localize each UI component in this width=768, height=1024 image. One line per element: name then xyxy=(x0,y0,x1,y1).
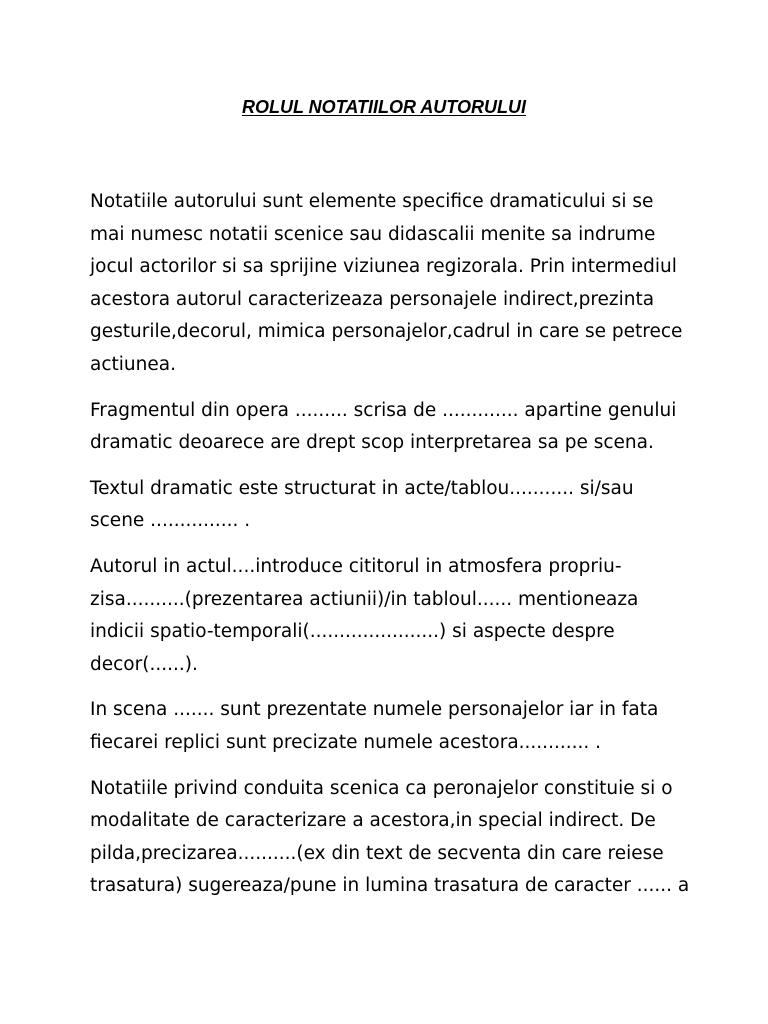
text-line: pilda,precizarea..........(ex din text de secventa din care reiese xyxy=(90,842,664,864)
text-line: Autorul in actul....introduce cititorul in atmosfera propriu- xyxy=(90,555,622,577)
paragraph-intro xyxy=(90,186,690,382)
text-line: scene ............... . xyxy=(90,510,251,532)
paragraph-author-act xyxy=(90,551,690,681)
paragraph-fragment xyxy=(90,395,690,460)
text-line: dramatic deoarece are drept scop interpretarea sa pe scena. xyxy=(90,432,654,454)
paragraph-conduct xyxy=(90,773,690,903)
text-line: trasatura) sugereaza/pune in lumina trasatura de caracter ...... a xyxy=(90,875,690,897)
paragraph-scene xyxy=(90,694,690,759)
text-line: Notatiile privind conduita scenica ca peronajelor constituie si o xyxy=(90,777,673,799)
text-line: zisa..........(prezentarea actiunii)/in tabloul...... mentioneaza xyxy=(90,588,639,610)
text-line: jocul actorilor si sa sprijine viziunea regizorala. Prin intermediul xyxy=(90,256,677,278)
text-line: actiunea. xyxy=(90,353,176,375)
text-line: Fragmentul din opera ......... scrisa de ............. apartine genului xyxy=(90,399,677,421)
document-title: ROLUL NOTATIILOR AUTORULUI xyxy=(242,97,526,117)
text-line: modalitate de caracterizare a acestora,in special indirect. De xyxy=(90,810,656,832)
text-line: Notatiile autorului sunt elemente specifice dramaticului si se xyxy=(90,191,654,212)
text-line: acestora autorul caracterizeaza personajele indirect,prezinta xyxy=(90,288,655,310)
paragraph-structure xyxy=(90,473,690,538)
text-line: gesturile,decorul, mimica personajelor,cadrul in care se petrece xyxy=(90,321,683,343)
text-line: Textul dramatic este structurat in acte/tablou........... si/sau xyxy=(90,477,634,499)
text-line: In scena ....... sunt prezentate numele personajelor iar in fata xyxy=(90,699,659,721)
document-body xyxy=(90,186,690,916)
text-line: decor(......). xyxy=(90,653,198,675)
text-line: fiecarei replici sunt precizate numele acestora............ . xyxy=(90,731,601,753)
text-line: mai numesc notatii scenice sau didascalii menite sa indrume xyxy=(90,223,656,245)
text-line: indicii spatio-temporali(......................) si aspecte despre xyxy=(90,621,615,643)
